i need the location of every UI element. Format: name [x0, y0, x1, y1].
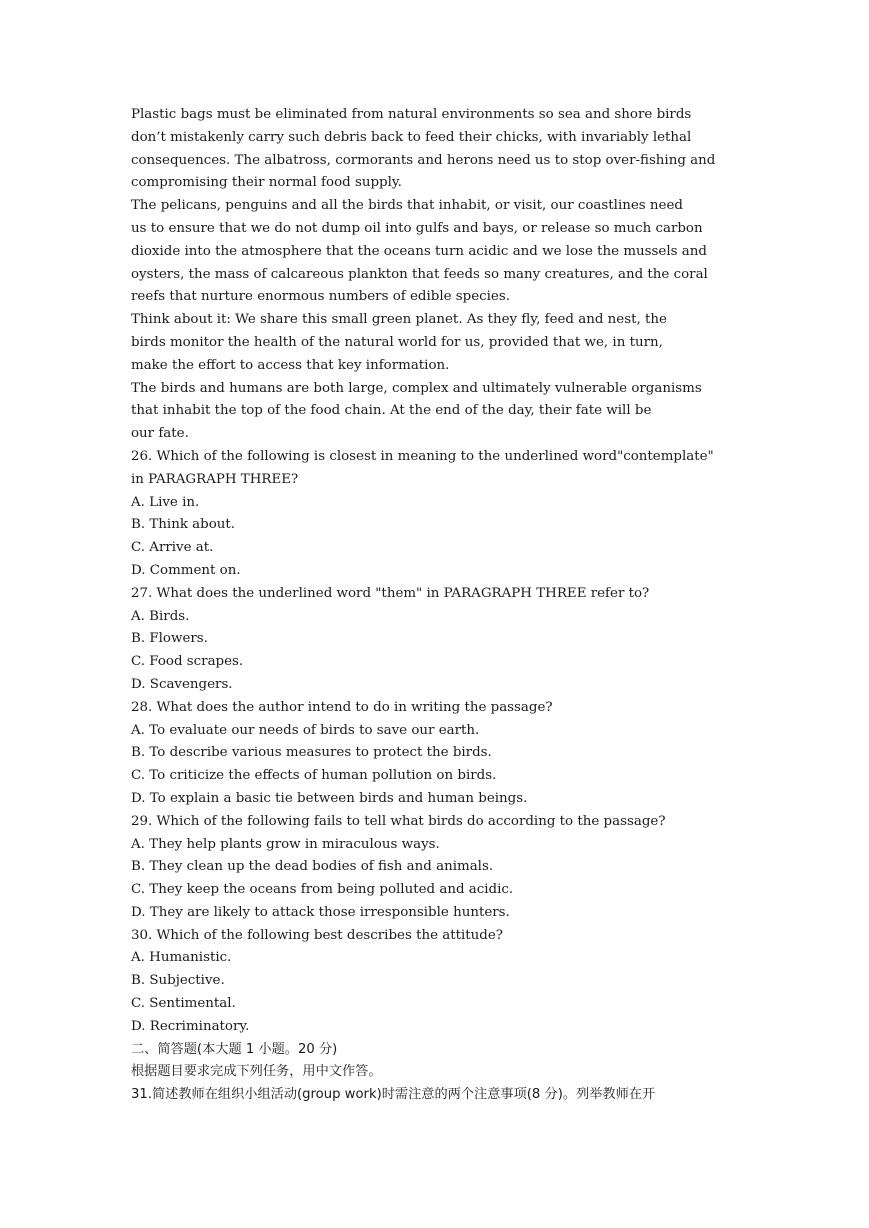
passage-line: make the effort to access that key information.	[131, 357, 450, 373]
section-heading: 二、简答题(本大题 1 小题。20 分)	[131, 1041, 338, 1057]
answer-option: C. To criticize the effects of human pollution on birds.	[131, 768, 497, 784]
answer-option: A. To evaluate our needs of birds to save our earth.	[131, 722, 480, 738]
answer-option: D. They are likely to attack those irresponsible hunters.	[131, 904, 510, 920]
passage-line: our fate.	[131, 426, 189, 442]
answer-option: C. Food scrapes.	[131, 654, 244, 670]
answer-option: C. They keep the oceans from being polluted and acidic.	[131, 882, 514, 898]
question-26	[131, 446, 737, 583]
passage-paragraph-3	[131, 309, 737, 377]
section-instruction: 根据题目要求完成下列任务，用中文作答。	[131, 1064, 382, 1080]
question-29	[131, 811, 737, 925]
passage-line: don’t mistakenly carry such debris back to feed their chicks, with invariably lethal	[131, 129, 692, 145]
answer-option: B. Flowers.	[131, 631, 208, 647]
question-stem: in PARAGRAPH THREE?	[131, 471, 299, 487]
passage-line: oysters, the mass of calcareous plankton that feeds so many creatures, and the coral	[131, 266, 708, 282]
question-stem: 29. Which of the following fails to tell what birds do according to the passage?	[131, 813, 666, 829]
answer-option: C. Sentimental.	[131, 996, 236, 1012]
answer-option: D. Comment on.	[131, 562, 241, 578]
question-stem: 27. What does the underlined word "them" in PARAGRAPH THREE refer to?	[131, 585, 650, 601]
question-30	[131, 925, 737, 1039]
answer-option: B. They clean up the dead bodies of fish and animals.	[131, 859, 494, 875]
answer-option: D. Scavengers.	[131, 676, 233, 692]
answer-option: B. Subjective.	[131, 973, 225, 989]
passage-line: dioxide into the atmosphere that the oceans turn acidic and we lose the mussels and	[131, 243, 707, 259]
passage-line: that inhabit the top of the food chain. At the end of the day, their fate will be	[131, 403, 652, 419]
answer-option: A. They help plants grow in miraculous ways.	[131, 836, 440, 852]
answer-option: A. Live in.	[131, 494, 200, 510]
passage-line: consequences. The albatross, cormorants and herons need us to stop over-fishing and	[131, 152, 716, 168]
answer-option: D. Recriminatory.	[131, 1018, 250, 1034]
answer-option: B. To describe various measures to protect the birds.	[131, 745, 492, 761]
passage-line: birds monitor the health of the natural world for us, provided that we, in turn,	[131, 334, 663, 350]
document-page	[131, 104, 737, 1107]
passage-line: Plastic bags must be eliminated from natural environments so sea and shore birds	[131, 107, 692, 122]
section-two	[131, 1039, 737, 1107]
question-27	[131, 583, 737, 697]
passage-line: The pelicans, penguins and all the birds that inhabit, or visit, our coastlines need	[131, 198, 683, 214]
passage-line: reefs that nurture enormous numbers of edible species.	[131, 289, 510, 305]
answer-option: C. Arrive at.	[131, 540, 214, 556]
answer-option: D. To explain a basic tie between birds and human beings.	[131, 790, 528, 806]
question-stem: 28. What does the author intend to do in writing the passage?	[131, 699, 553, 715]
passage-line: Think about it: We share this small green planet. As they fly, feed and nest, the	[131, 312, 667, 328]
passage-line: The birds and humans are both large, complex and ultimately vulnerable organisms	[131, 380, 702, 396]
passage-paragraph-4	[131, 378, 737, 446]
passage-paragraph-1	[131, 104, 737, 195]
passage-line: compromising their normal food supply.	[131, 175, 402, 191]
question-stem: 26. Which of the following is closest in meaning to the underlined word"contemplate"	[131, 448, 714, 464]
answer-option: A. Birds.	[131, 608, 190, 624]
question-31: 31.简述教师在组织小组活动(group work)时需注意的两个注意事项(8 分)。列举教师在开	[131, 1087, 656, 1103]
passage-paragraph-2	[131, 195, 737, 309]
answer-option: A. Humanistic.	[131, 950, 232, 966]
passage-line: us to ensure that we do not dump oil into gulfs and bays, or release so much carbon	[131, 220, 703, 236]
question-stem: 30. Which of the following best describes the attitude?	[131, 927, 503, 943]
answer-option: B. Think about.	[131, 517, 236, 533]
question-28	[131, 697, 737, 811]
